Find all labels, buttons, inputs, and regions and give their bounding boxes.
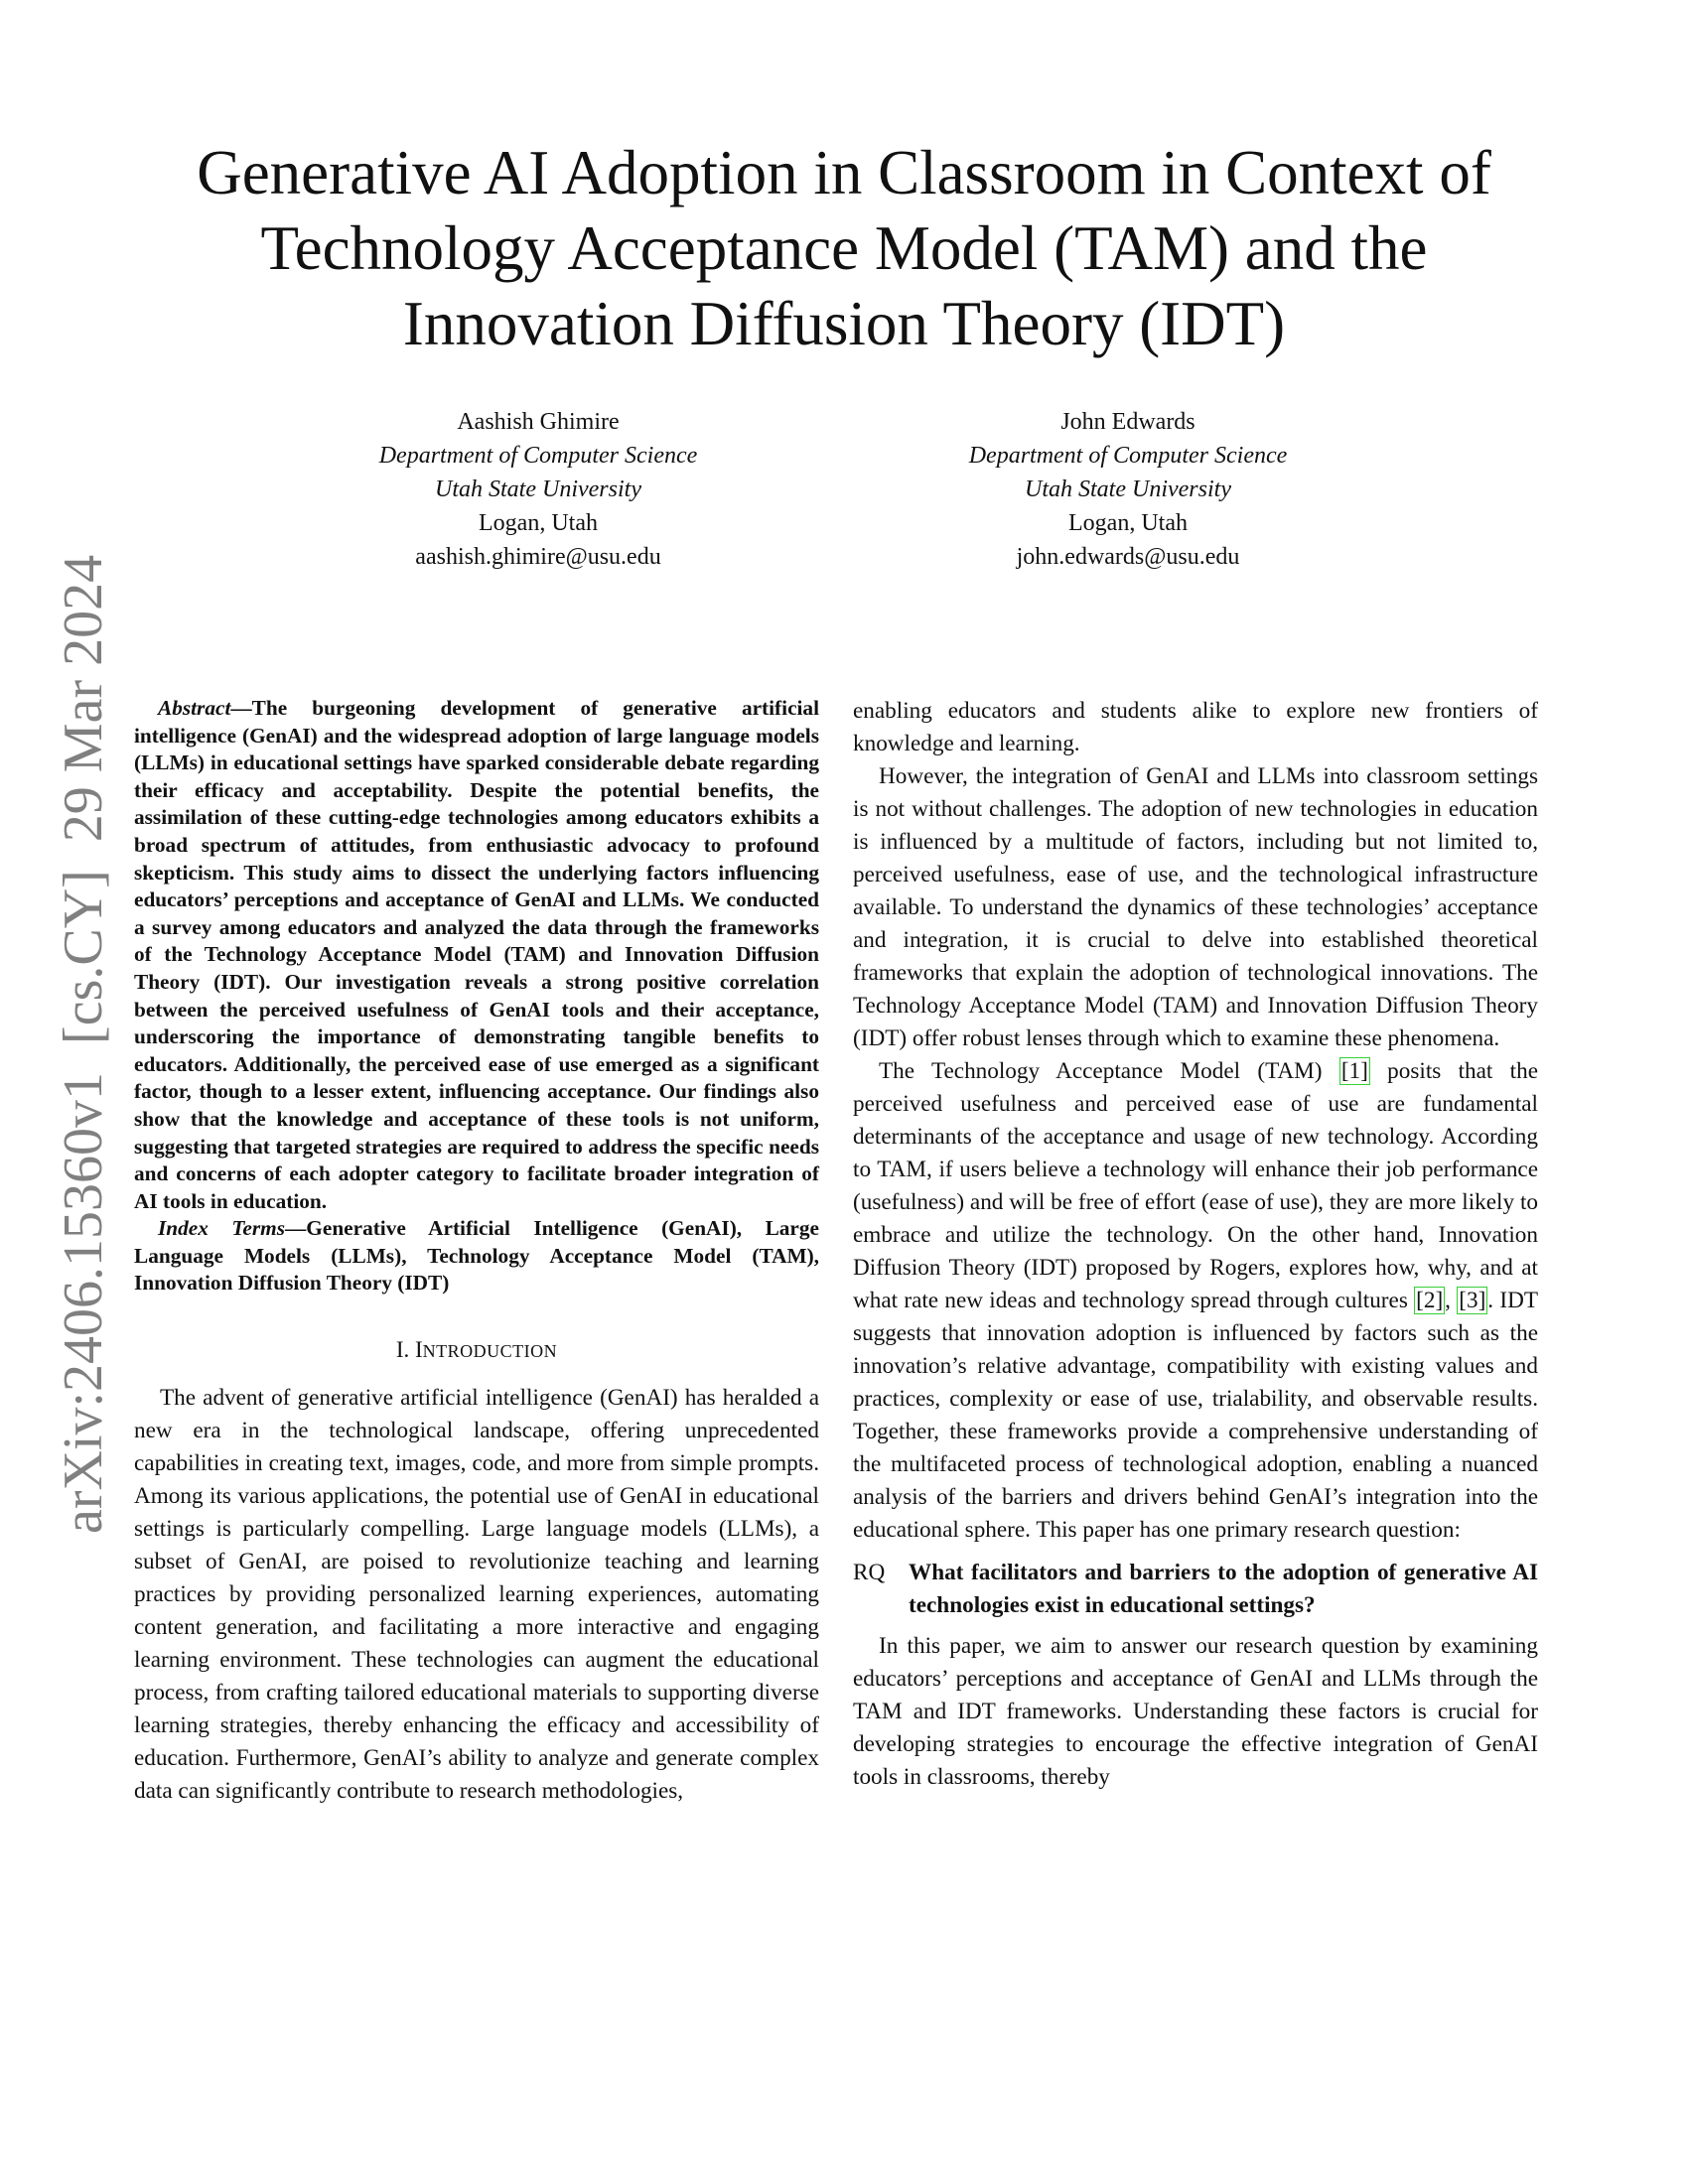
index-terms-text: —Generative Artificial Intelligence (GenAI), Large Language Models (LLMs), Technology Acceptance Model (TAM), Innovation Diffusion Theory (IDT): [134, 1216, 819, 1296]
author-univ: Utah State University: [435, 477, 641, 502]
author-block-2: [870, 405, 1386, 574]
author-name: Aashish Ghimire: [457, 409, 620, 435]
citation-link[interactable]: [2]: [1416, 1288, 1444, 1313]
section-number: I.: [395, 1337, 415, 1363]
left-column: [134, 695, 819, 1808]
author-name: John Edwards: [1060, 409, 1196, 435]
citation-link[interactable]: [1]: [1340, 1058, 1368, 1084]
right-column: [853, 695, 1538, 1794]
text: The Technology Acceptance Model (TAM): [879, 1058, 1339, 1084]
author-dept: Department of Computer Science: [378, 443, 698, 469]
text: posits that the perceived usefulness and perceived ease of use are fundamental determinants of the acceptance and usage of new technology. According to TAM, if users believe a technology will enhance their job performance (usefulness) and will be free of effort (ease of use), they are more likely to embrace and utilize the technology. On the other hand, Innovation Diffusion Theory (IDT) proposed by Rogers, explores how, why, and at what rate new ideas and technology spread through cultures: [853, 1058, 1539, 1313]
author-city: Logan, Utah: [479, 510, 598, 536]
author-dept: Department of Computer Science: [968, 443, 1288, 469]
text: . IDT suggests that innovation adoption is influenced by factors such as the innovation’s relative advantage, compatibility with existing values and practices, complexity or ease of use, trialability, and observable results. Together, these frameworks provide a comprehensive understanding of the multifaceted process of technological adoption, enabling a nuanced analysis of the barriers and drivers behind GenAI’s integration into the educational sphere. This paper has one primary research question:: [853, 1288, 1538, 1543]
arxiv-stamp: arXiv:2406.15360v1 [cs.CY] 29 Mar 2024: [53, 554, 114, 1534]
paragraph: enabling educators and students alike to explore new frontiers of knowledge and learning.: [853, 698, 1538, 756]
abstract: [134, 695, 819, 1215]
index-terms: [134, 1215, 819, 1297]
rq-label: RQ: [853, 1560, 886, 1585]
rq-text: What facilitators and barriers to the adoption of generative AI technologies exist in educational settings?: [909, 1560, 1538, 1618]
abstract-text: —The burgeoning development of generative artificial intelligence (GenAI) and the widespread adoption of large language models (LLMs) in educational settings have sparked considerable debate regarding their efficacy and acceptability. Despite the potential benefits, the assimilation of these cutting-edge technologies among educators exhibits a broad spectrum of attitudes, from enthusiastic advocacy to profound skepticism. This study aims to dissect the underlying factors influencing educators’ perceptions and acceptance of GenAI and LLMs. We conducted a survey among educators and analyzed the data through the frameworks of the Technology Acceptance Model (TAM) and Innovation Diffusion Theory (IDT). Our investigation reveals a strong positive correlation between the perceived usefulness of GenAI tools and their acceptance, underscoring the importance of demonstrating tangible benefits to educators. Additionally, the perceived ease of use emerged as a significant factor, though to a lesser extent, influencing acceptance. Our findings also show that the knowledge and acceptance of these tools is not uniform, suggesting that targeted strategies are required to address the specific needs and concerns of each adopter category to facilitate broader integration of AI tools in education.: [134, 696, 819, 1213]
citation-link[interactable]: [3]: [1459, 1288, 1486, 1313]
author-email: aashish.ghimire@usu.edu: [415, 544, 661, 570]
section-title-rest: NTRODUCTION: [422, 1341, 558, 1362]
paragraph-tam-idt: [853, 1055, 1538, 1547]
author-email: john.edwards@usu.edu: [1016, 544, 1240, 570]
title-line: Technology Acceptance Model (TAM) and the: [260, 213, 1428, 283]
section-heading: [134, 1333, 819, 1368]
paragraph: However, the integration of GenAI and LLMs into classroom settings is not without challenges. The adoption of new technologies in education is influenced by a multitude of factors, including but not limited to, perceived usefulness, ease of use, and the technological infrastructure available. To understand the dynamics of these technologies’ acceptance and integration, it is crucial to delve into established theoretical frameworks that explain the adoption of technological innovations. The Technology Acceptance Model (TAM) and Innovation Diffusion Theory (IDT) offer robust lenses through which to examine these phenomena.: [853, 763, 1538, 1051]
paragraph: In this paper, we aim to answer our research question by examining educators’ perceptions and acceptance of GenAI and LLMs through the TAM and IDT frameworks. Understanding these factors is crucial for developing strategies to encourage the effective integration of GenAI tools in classrooms, thereby: [853, 1633, 1538, 1790]
author-city: Logan, Utah: [1068, 510, 1188, 536]
author-block-1: [280, 405, 796, 574]
text: ,: [1445, 1288, 1458, 1313]
section-title-initial: I: [415, 1337, 423, 1363]
title-line: Innovation Diffusion Theory (IDT): [402, 289, 1286, 358]
paper-title: [0, 135, 1688, 361]
title-line: Generative AI Adoption in Classroom in Context of: [197, 138, 1491, 207]
research-question: [853, 1557, 1538, 1622]
author-univ: Utah State University: [1025, 477, 1231, 502]
index-terms-label: Index Terms: [158, 1216, 285, 1241]
intro-paragraph: The advent of generative artificial intelligence (GenAI) has heralded a new era in the technological landscape, offering unprecedented capabilities in creating text, images, code, and more from simple prompts. Among its various applications, the potential use of GenAI in educational settings is particularly compelling. Large language models (LLMs), a subset of GenAI, are poised to revolutionize teaching and learning practices by providing personalized learning experiences, automating content generation, and facilitating a more interactive and engaging learning environment. These technologies can augment the educational process, from crafting tailored educational materials to supporting diverse learning strategies, thereby enhancing the efficacy and accessibility of education. Furthermore, GenAI’s ability to analyze and generate complex data can significantly contribute to research methodologies,: [134, 1385, 819, 1805]
abstract-label: Abstract: [158, 696, 231, 720]
